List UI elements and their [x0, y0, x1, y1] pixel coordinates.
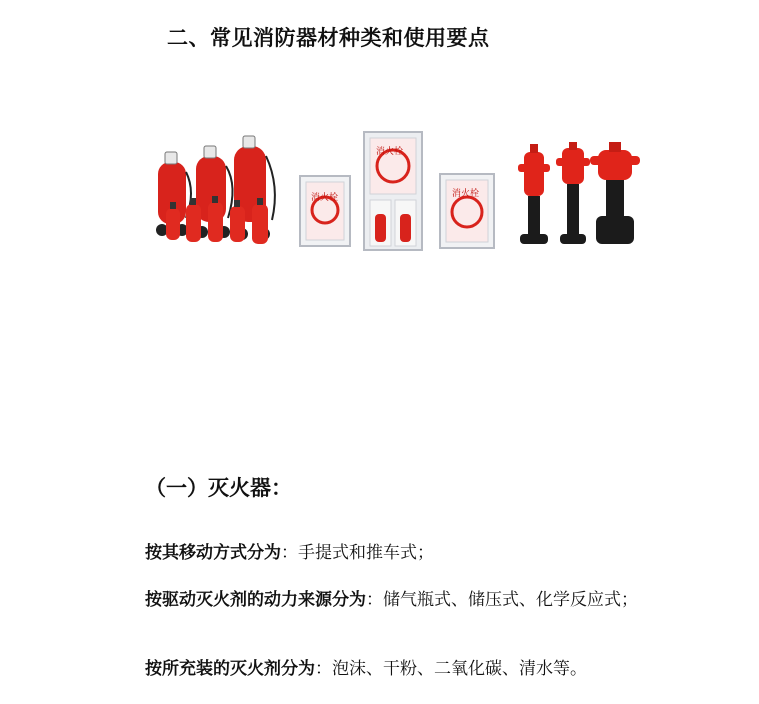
classification-label: 按所充装的灭火剂分为	[145, 659, 315, 679]
fire-hydrant-cabinet-photo	[298, 130, 498, 254]
classification-by-agent	[145, 657, 675, 681]
section-title: 二、常见消防器材种类和使用要点	[167, 26, 490, 50]
classification-by-propellant-source	[145, 588, 675, 612]
classification-label: 按其移动方式分为	[145, 543, 281, 563]
cabinet-label-text: 消火栓	[311, 193, 339, 203]
cabinet-label-text: 消火栓	[376, 147, 404, 157]
outdoor-fire-hydrant-photo	[518, 142, 644, 252]
equipment-photo-strip	[142, 20, 618, 258]
cabinet-label-text: 消火栓	[452, 189, 480, 199]
fire-extinguisher-group-photo	[152, 132, 286, 248]
subsection-title: （一）灭火器：	[145, 476, 292, 500]
classification-value: ：泡沫、干粉、二氧化碳、清水等。	[315, 659, 587, 679]
classification-by-mobility	[145, 541, 675, 565]
classification-value: ：手提式和推车式；	[281, 543, 434, 563]
classification-value: ：储气瓶式、储压式、化学反应式；	[366, 590, 638, 610]
classification-label: 按驱动灭火剂的动力来源分为	[145, 590, 366, 610]
